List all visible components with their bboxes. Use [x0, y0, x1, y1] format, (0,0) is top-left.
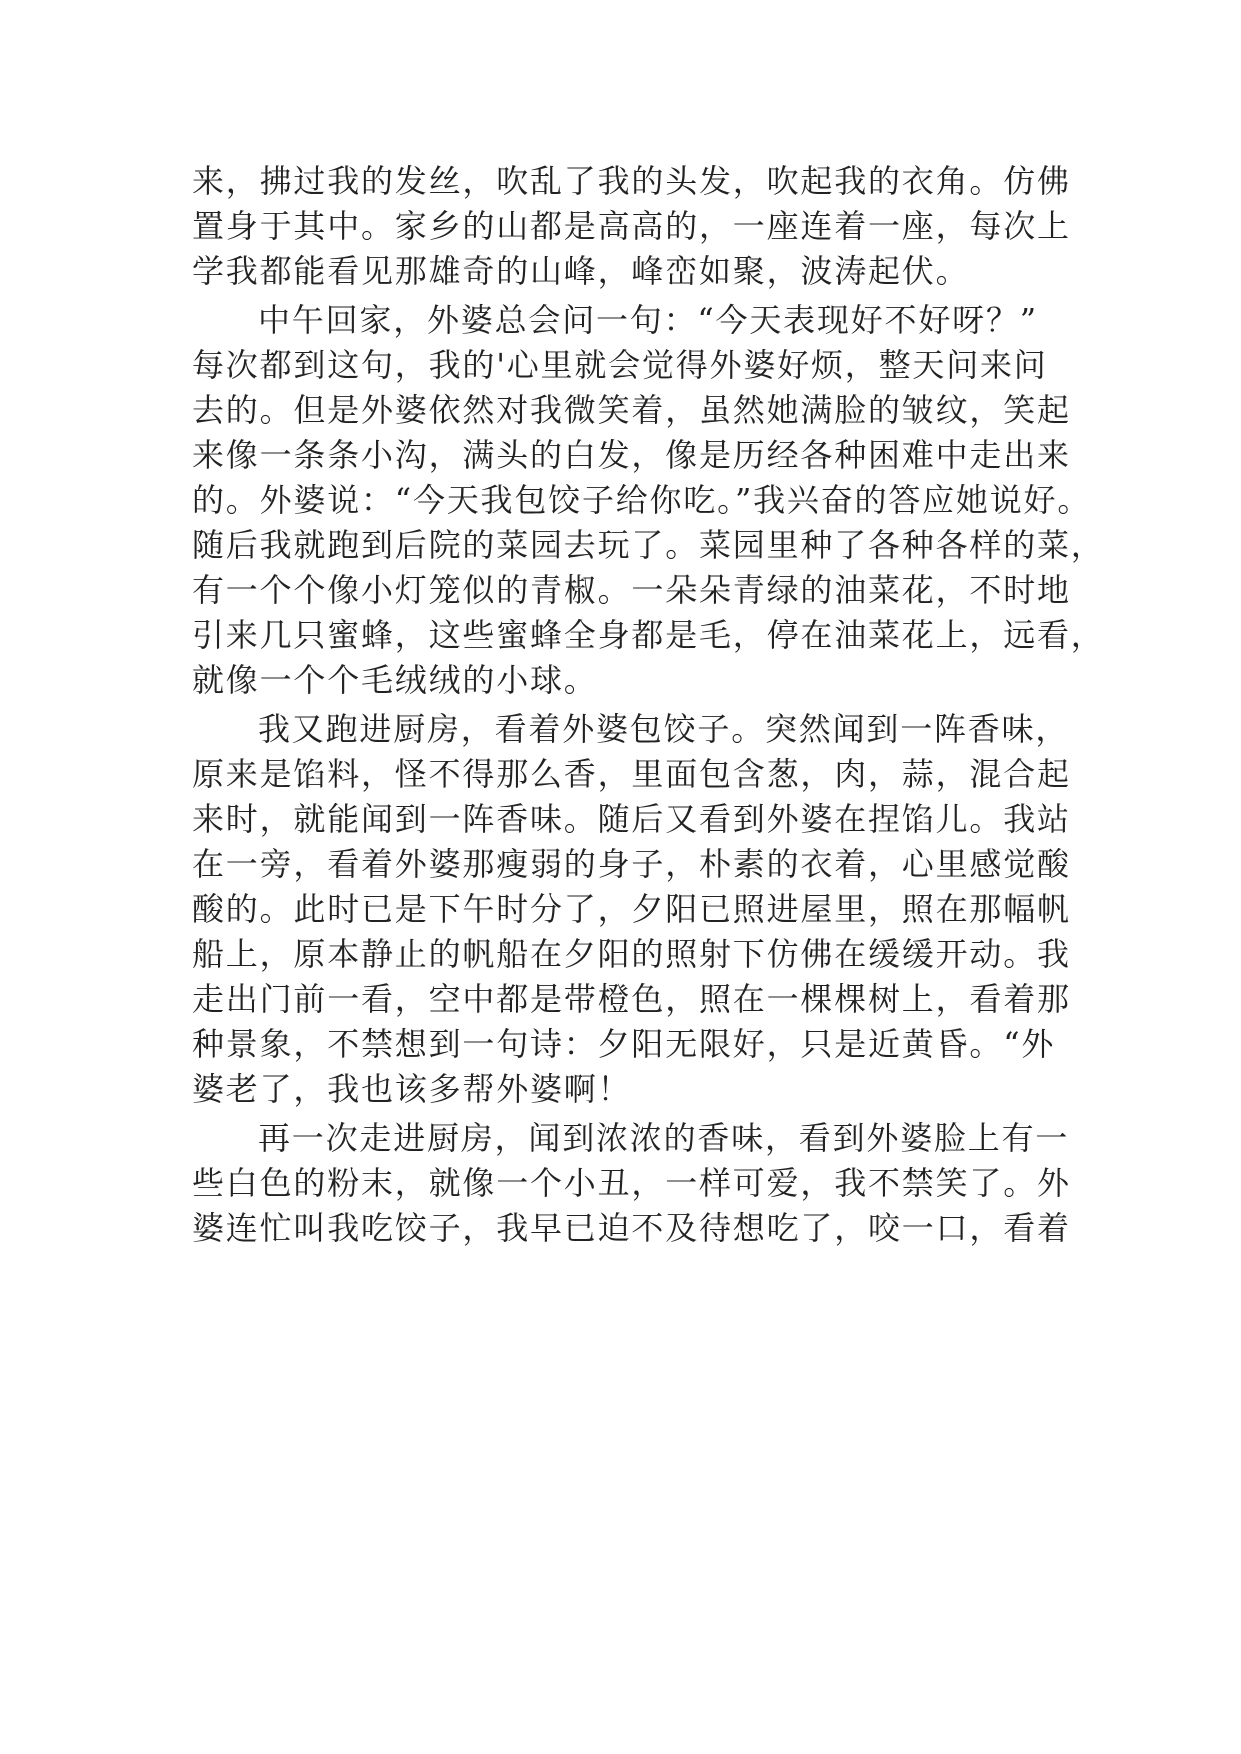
- text-line: 原来是馅料，怪不得那么香，里面包含葱，肉，蒜，混合起: [192, 755, 1071, 793]
- text-line: 来时，就能闻到一阵香味。随后又看到外婆在捏馅儿。我站: [192, 800, 1071, 838]
- text-line: 有一个个像小灯笼似的青椒。一朵朵青绿的油菜花，不时地: [192, 571, 1071, 609]
- text-line: 婆老了，我也该多帮外婆啊！: [192, 1070, 632, 1108]
- text-line: 来，拂过我的发丝，吹乱了我的头发，吹起我的衣角。仿佛: [192, 162, 1071, 200]
- text-line: 中午回家，外婆总会问一句：“今天表现好不好呀？”: [258, 301, 1038, 339]
- text-line: 婆连忙叫我吃饺子，我早已迫不及待想吃了，咬一口，看着: [192, 1209, 1071, 1247]
- text-line: 学我都能看见那雄奇的山峰，峰峦如聚，波涛起伏。: [192, 252, 970, 290]
- paragraph: [192, 298, 1105, 703]
- paragraph: [192, 1116, 1071, 1251]
- text-line: 引来几只蜜蜂，这些蜜蜂全身都是毛，停在油菜花上，远看，: [192, 616, 1105, 654]
- text-line: 就像一个个毛绒绒的小球。: [192, 661, 598, 699]
- text-line: 来像一条条小沟，满头的白发，像是历经各种困难中走出来: [192, 436, 1071, 474]
- text-line: 的。外婆说：“今天我包饺子给你吃。”我兴奋的答应她说好。: [192, 481, 1092, 519]
- paragraph: [192, 159, 1071, 294]
- text-line: 再一次走进厨房，闻到浓浓的香味，看到外婆脸上有一: [258, 1119, 1070, 1157]
- text-line: 随后我就跑到后院的菜园去玩了。菜园里种了各种各样的菜，: [192, 526, 1105, 564]
- text-line: 种景象，不禁想到一句诗：夕阳无限好，只是近黄昏。“外: [192, 1025, 1056, 1063]
- document-body: [192, 159, 1105, 1251]
- text-line: 去的。但是外婆依然对我微笑着，虽然她满脸的皱纹，笑起: [192, 391, 1071, 429]
- paragraph: [192, 707, 1071, 1112]
- text-line: 些白色的粉末，就像一个小丑，一样可爱，我不禁笑了。外: [192, 1164, 1071, 1202]
- text-line: 走出门前一看，空中都是带橙色，照在一棵棵树上，看着那: [192, 980, 1071, 1018]
- text-line: 船上，原本静止的帆船在夕阳的照射下仿佛在缓缓开动。我: [192, 935, 1071, 973]
- text-line: 在一旁，看着外婆那瘦弱的身子，朴素的衣着，心里感觉酸: [192, 845, 1071, 883]
- text-line: 置身于其中。家乡的山都是高高的，一座连着一座，每次上: [192, 207, 1071, 245]
- text-line: 我又跑进厨房，看着外婆包饺子。突然闻到一阵香味，: [258, 710, 1070, 748]
- text-line: 每次都到这句，我的'心里就会觉得外婆好烦，整天问来问: [192, 346, 1048, 384]
- text-line: 酸的。此时已是下午时分了，夕阳已照进屋里，照在那幅帆: [192, 890, 1071, 928]
